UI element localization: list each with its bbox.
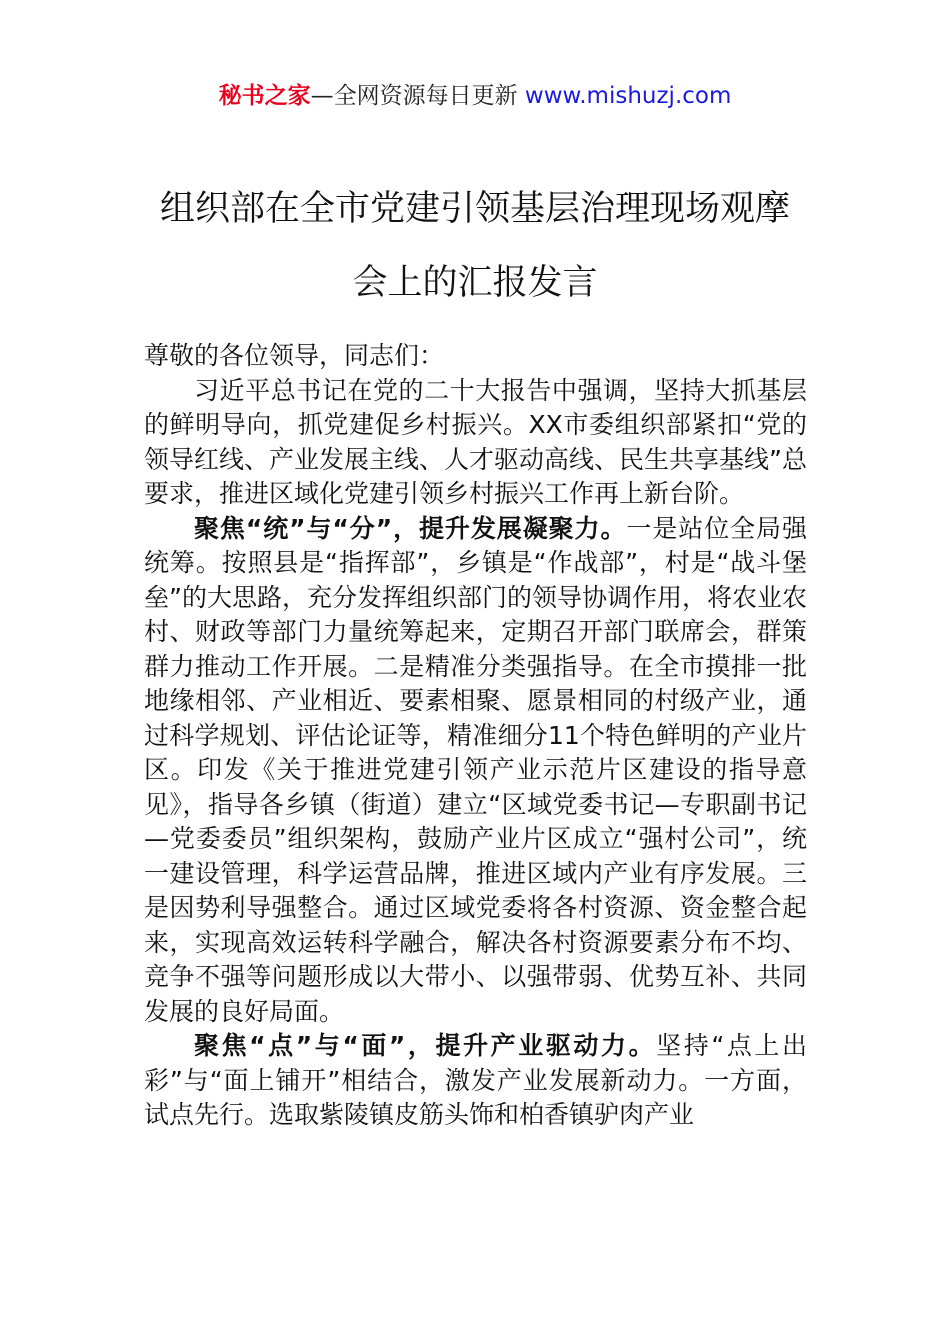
salutation: 尊敬的各位领导，同志们： bbox=[144, 341, 445, 370]
section-2-text: 坚持“点上出彩”与“面上铺开”相结合，激发产业发展新动力。一方面，试点先行。选取紫陵镇皮筋头饰和柏香镇驴肉产业 bbox=[144, 1031, 808, 1129]
site-brand: 秘书之家 bbox=[218, 83, 311, 109]
document-title bbox=[100, 172, 850, 320]
section-1-text: 一是站位全局强统筹。按照县是“指挥部”，乡镇是“作战部”，村是“战斗堡垒”的大思路，充分发挥组织部门的领导协调作用，将农业农村、财政等部门力量统筹起来，定期召开部门联席会，群策群力推动工作开展。二是精准分类强指导。在全市摸排一批地缘相邻、产业相近、要素相聚、愿景相同的村级产业，通过科学规划、评估论证等，精准细分11个特色鲜明的产业片区。印发《关于推进党建引领产业示范片区建设的指导意见》，指导各乡镇（街道）建立“区域党委书记—专职副书记—党委委员”组织架构，鼓励产业片区成立“强村公司”，统一建设管理，科学运营品牌，推进区域内产业有序发展。三是因势利导强整合。通过区域党委将各村资源、资金整合起来，实现高效运转科学融合，解决各村资源要素分布不均、竞争不强等问题形成以大带小、以强带弱、优势互补、共同发展的良好局面。 bbox=[144, 513, 807, 1026]
site-header bbox=[0, 80, 950, 112]
site-url-link[interactable]: www.mishuzj.com bbox=[524, 83, 732, 109]
document-title-line-1: 组织部在全市党建引领基层治理现场观摩 bbox=[159, 189, 790, 229]
document-title-line-2: 会上的汇报发言 bbox=[352, 263, 598, 303]
intro-paragraph: 习近平总书记在党的二十大报告中强调，坚持大抓基层的鲜明导向，抓党建促乡村振兴。XX市委组织部紧扣“党的领导红线、产业发展主线、人才驱动高线、民生共享基线”总要求，推进区域化党建引领乡村振兴工作再上新台阶。 bbox=[144, 375, 807, 508]
section-1-paragraph bbox=[144, 512, 807, 1030]
section-2-paragraph bbox=[144, 1029, 807, 1133]
section-1-heading: 聚焦“统”与“分”，提升发展凝聚力。 bbox=[194, 513, 627, 543]
site-tagline: —全网资源每日更新 bbox=[310, 83, 525, 109]
document-body bbox=[144, 339, 807, 1133]
section-2-heading: 聚焦“点”与“面”，提升产业驱动力。 bbox=[194, 1031, 657, 1060]
